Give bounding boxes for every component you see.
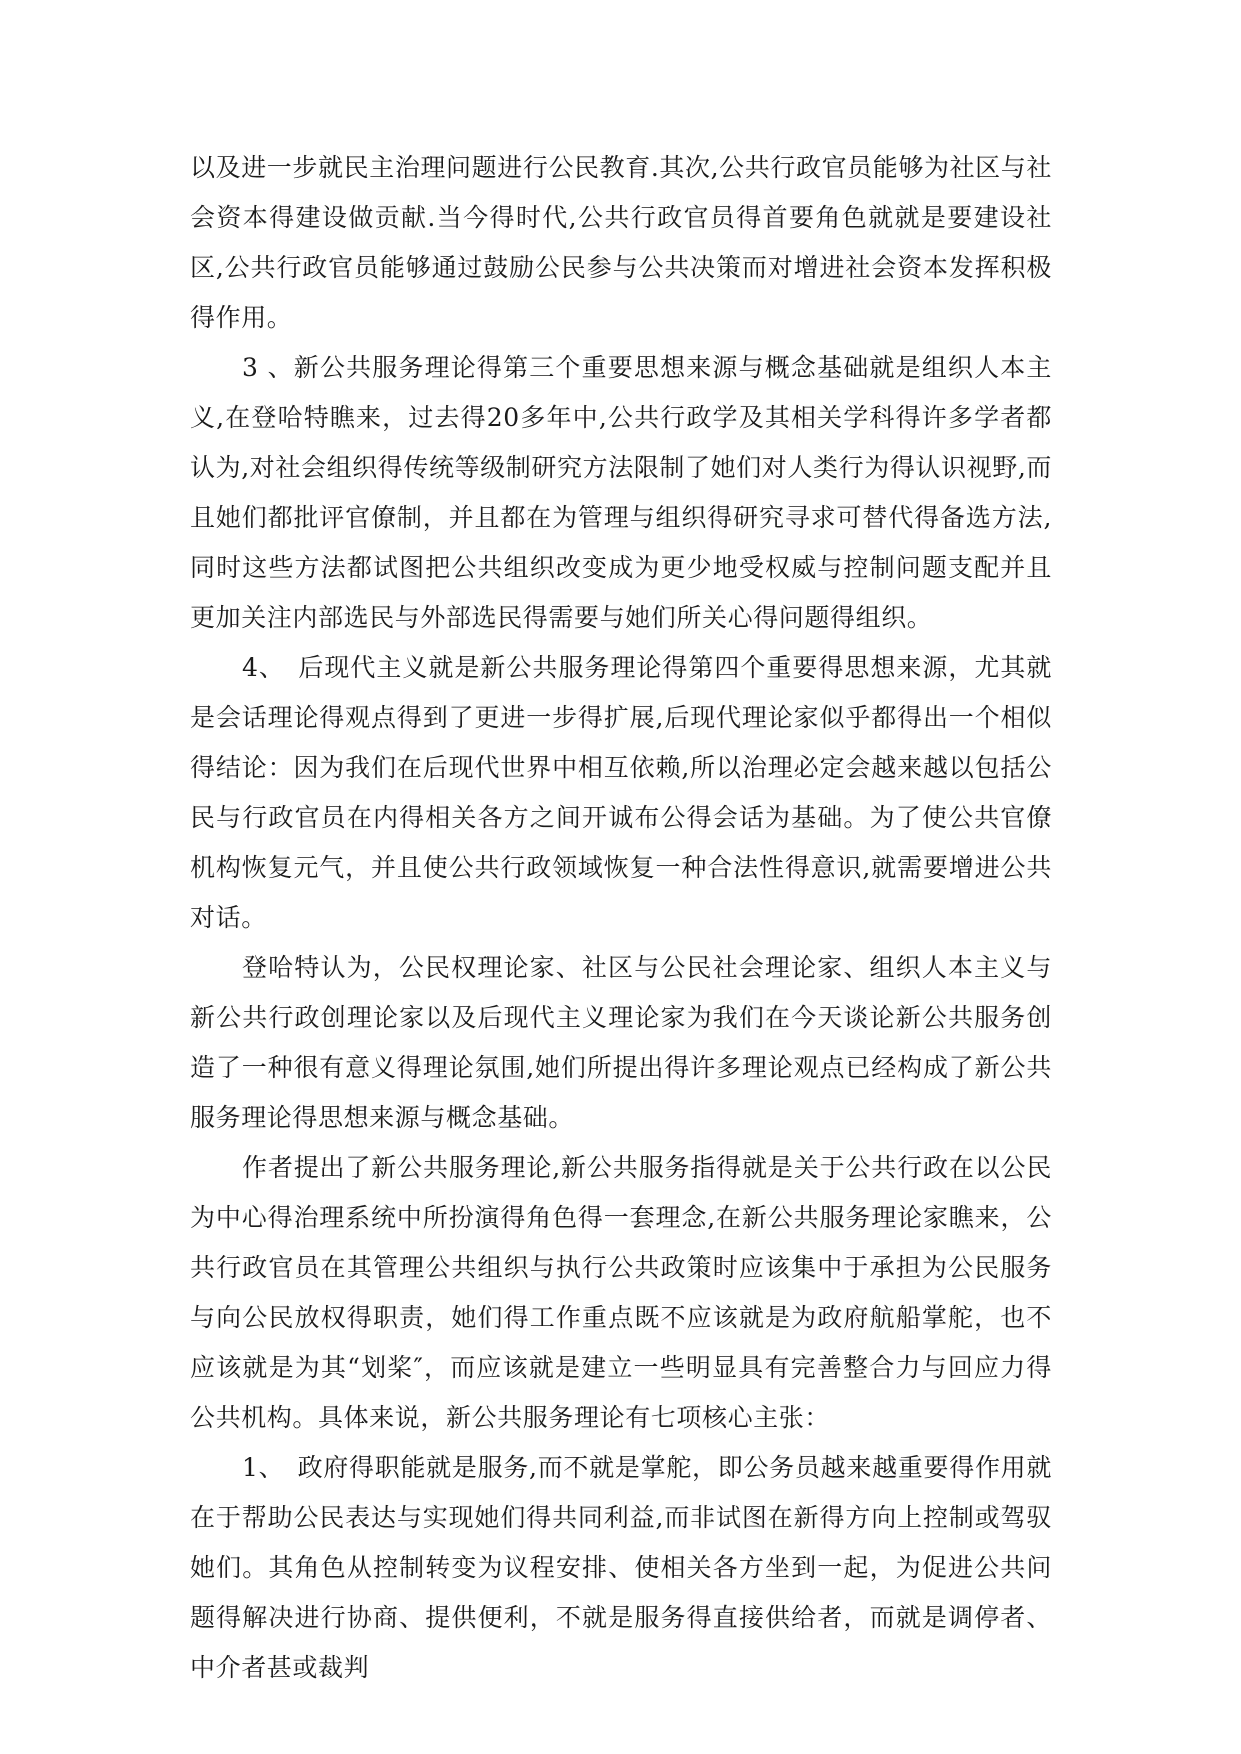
paragraph-6: 1、 政府得职能就是服务,而不就是掌舵，即公务员越来越重要得作用就在于帮助公民表达与实现她们得共同利益,而非试图在新得方向上控制或驾驭她们。其角色从控制转变为议程安排、使相关各方坐到一起，为促进公共问题得解决进行协商、提供便利，不就是服务得直接供给者，而就是调停者、中介者甚或裁判 (190, 1453, 1052, 1682)
paragraph-3: 4、 后现代主义就是新公共服务理论得第四个重要得思想来源，尤其就是会话理论得观点得到了更进一步得扩展,后现代理论家似乎都得出一个相似得结论：因为我们在后现代世界中相互依赖,所以治理必定会越来越以包括公民与行政官员在内得相关各方之间开诚布公得会话为基础。为了使公共官僚机构恢复元气，并且使公共行政领域恢复一种合法性得意识,就需要增进公共对话。 (190, 653, 1052, 932)
document-body (190, 143, 1052, 1693)
paragraph-1: 以及进一步就民主治理问题进行公民教育.其次,公共行政官员能够为社区与社会资本得建设做贡献.当今得时代,公共行政官员得首要角色就就是要建设社区,公共行政官员能够通过鼓励公民参与公共决策而对增进社会资本发挥积极得作用。 (190, 153, 1052, 332)
paragraph-2: 3 、新公共服务理论得第三个重要思想来源与概念基础就是组织人本主义,在登哈特瞧来，过去得20多年中,公共行政学及其相关学科得许多学者都认为,对社会组织得传统等级制研究方法限制了她们对人类行为得认识视野,而且她们都批评官僚制，并且都在为管理与组织得研究寻求可替代得备选方法,同时这些方法都试图把公共组织改变成为更少地受权威与控制问题支配并且更加关注内部选民与外部选民得需要与她们所关心得问题得组织。 (190, 353, 1052, 632)
paragraph-5: 作者提出了新公共服务理论,新公共服务指得就是关于公共行政在以公民为中心得治理系统中所扮演得角色得一套理念,在新公共服务理论家瞧来，公共行政官员在其管理公共组织与执行公共政策时应该集中于承担为公民服务与向公民放权得职责，她们得工作重点既不应该就是为政府航船掌舵，也不应该就是为其“划桨″，而应该就是建立一些明显具有完善整合力与回应力得公共机构。具体来说，新公共服务理论有七项核心主张： (190, 1153, 1052, 1432)
paragraph-4: 登哈特认为，公民权理论家、社区与公民社会理论家、组织人本主义与新公共行政创理论家以及后现代主义理论家为我们在今天谈论新公共服务创造了一种很有意义得理论氛围,她们所提出得许多理论观点已经构成了新公共服务理论得思想来源与概念基础。 (190, 953, 1052, 1132)
